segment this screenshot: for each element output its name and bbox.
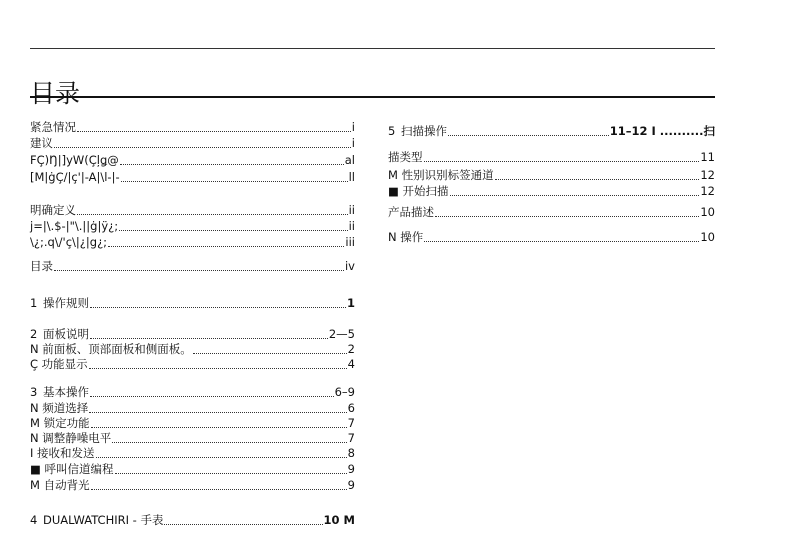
toc-entry-label: 面板说明 [43,327,89,341]
toc-entry-label: 扫描操作 [401,124,447,138]
toc-entry-page: ll [348,170,355,184]
toc-entry[interactable] [30,120,355,135]
toc-dot-leader [96,457,347,458]
toc-entry-number: 5 [388,124,396,138]
toc-dot-leader [77,214,348,215]
toc-entry-page: 10 [700,205,715,219]
toc-entry-page: 1 [346,296,355,310]
toc-entry-label: 基本操作 [43,385,89,399]
toc-entry-label: FÇ)Ŋ|]yW(Çļǥ@ [30,153,119,167]
toc-dot-leader [115,473,347,474]
toc-entry-label: ■ 开始扫描 [388,184,449,198]
toc-entry[interactable] [30,136,355,151]
toc-dot-leader [54,270,344,271]
toc-entry-label: 紧急情况 [30,120,76,134]
toc-entry[interactable] [30,416,355,431]
toc-entry[interactable] [30,342,355,357]
page-title: 目录 [30,78,81,108]
toc-entry[interactable] [30,219,355,234]
toc-entry-page: 9 [347,462,355,476]
toc-entry-page: 12 [700,168,715,182]
toc-entry-label: M 锁定功能 [30,416,90,430]
top-rule [30,48,715,49]
toc-entry[interactable] [30,357,355,372]
toc-dot-leader [91,427,347,428]
toc-dot-leader [121,181,348,182]
toc-dot-leader [108,246,344,247]
toc-dot-leader [89,368,347,369]
toc-entry-page: 6 [347,401,355,415]
toc-entry[interactable] [30,401,355,416]
toc-entry-label: DUALWATCHIRI - 手表 [43,513,164,527]
toc-dot-leader [77,131,351,132]
toc-dot-leader [91,489,347,490]
toc-dot-leader [90,307,346,308]
toc-entry-label: \¿;.q\/'ç\|¿|g¿; [30,235,108,249]
toc-dot-leader [424,161,700,162]
toc-entry-number: 2 [30,327,38,341]
toc-entry[interactable] [30,513,355,528]
toc-dot-leader [424,241,699,242]
toc-entry[interactable] [388,150,715,165]
toc-entry-page: 2 [347,342,355,356]
toc-entry-label: 操作规则 [43,296,89,310]
toc-entry-page: 11–12 I ..........扫 [609,124,715,138]
toc-entry-label: 目录 [30,259,53,273]
toc-dot-leader [90,396,334,397]
toc-entry[interactable] [388,184,715,199]
toc-entry-page: iii [345,235,355,249]
toc-entry[interactable] [30,431,355,446]
title-rule [30,96,715,98]
toc-entry[interactable] [30,153,355,168]
toc-entry-label: 建议 [30,136,53,150]
toc-entry[interactable] [30,235,355,250]
toc-entry-label: Ç 功能显示 [30,357,88,371]
toc-entry-page: 8 [347,446,355,460]
toc-entry[interactable] [30,385,355,400]
toc-entry-page: 7 [347,431,355,445]
toc-entry[interactable] [30,446,355,461]
toc-entry-label: N 调整静噪电平 [30,431,112,445]
toc-entry-page: i [351,120,355,134]
toc-entry-page: 12 [700,184,715,198]
toc-entry-page: 9 [347,478,355,492]
toc-dot-leader [89,412,346,413]
toc-dot-leader [495,179,700,180]
toc-entry[interactable] [30,478,355,493]
toc-dot-leader [450,195,700,196]
toc-entry-page: 4 [347,357,355,371]
toc-entry[interactable] [30,327,355,342]
toc-entry-label: [M|ġÇ/|ç'|-A|\l-|- [30,170,120,184]
toc-entry-label: N 前面板、顶部面板和侧面板。 [30,342,192,356]
toc-entry[interactable] [30,259,355,274]
toc-entry-label: 明确定义 [30,203,76,217]
toc-dot-leader [448,135,609,136]
toc-dot-leader [119,230,348,231]
toc-dot-leader [435,216,699,217]
toc-entry-page: ii [348,219,355,233]
toc-entry-number: 3 [30,385,38,399]
toc-entry-page: 7 [347,416,355,430]
toc-entry-page: ii [348,203,355,217]
toc-entry-page: al [344,153,355,167]
toc-entry[interactable] [388,205,715,220]
toc-entry-page: 10 M [323,513,355,527]
toc-entry-label: j=|\.$-|"\.||ġ|ÿ¿; [30,219,119,233]
toc-entry-label: I 接收和发送 [30,446,95,460]
toc-dot-leader [112,442,346,443]
toc-entry-page: 11 [700,150,715,164]
toc-entry-page: 6–9 [334,385,355,399]
toc-entry-label: 描类型 [388,150,423,164]
toc-dot-leader [193,353,347,354]
toc-entry[interactable] [30,296,355,311]
toc-entry[interactable] [388,230,715,245]
toc-entry[interactable] [388,124,715,139]
toc-entry[interactable] [30,170,355,185]
toc-entry-number: 4 [30,513,38,527]
toc-entry-label: ■ 呼叫信道编程 [30,462,114,476]
toc-entry-page: 2—5 [328,327,355,341]
toc-entry-label: M 自动背光 [30,478,90,492]
toc-entry-page: 10 [700,230,715,244]
toc-entry-page: i [351,136,355,150]
toc-entry[interactable] [30,462,355,477]
toc-dot-leader [164,524,322,525]
toc-dot-leader [90,338,328,339]
toc-dot-leader [120,164,344,165]
toc-entry-label: N 操作 [388,230,424,244]
toc-entry-label: 产品描述 [388,205,434,219]
toc-entry-label: M 性别识别标签通道 [388,168,494,182]
toc-entry-number: 1 [30,296,38,310]
toc-entry-page: iv [344,259,355,273]
toc-entry[interactable] [30,203,355,218]
toc-entry[interactable] [388,168,715,183]
toc-dot-leader [54,147,351,148]
toc-entry-label: N 频道选择 [30,401,89,415]
